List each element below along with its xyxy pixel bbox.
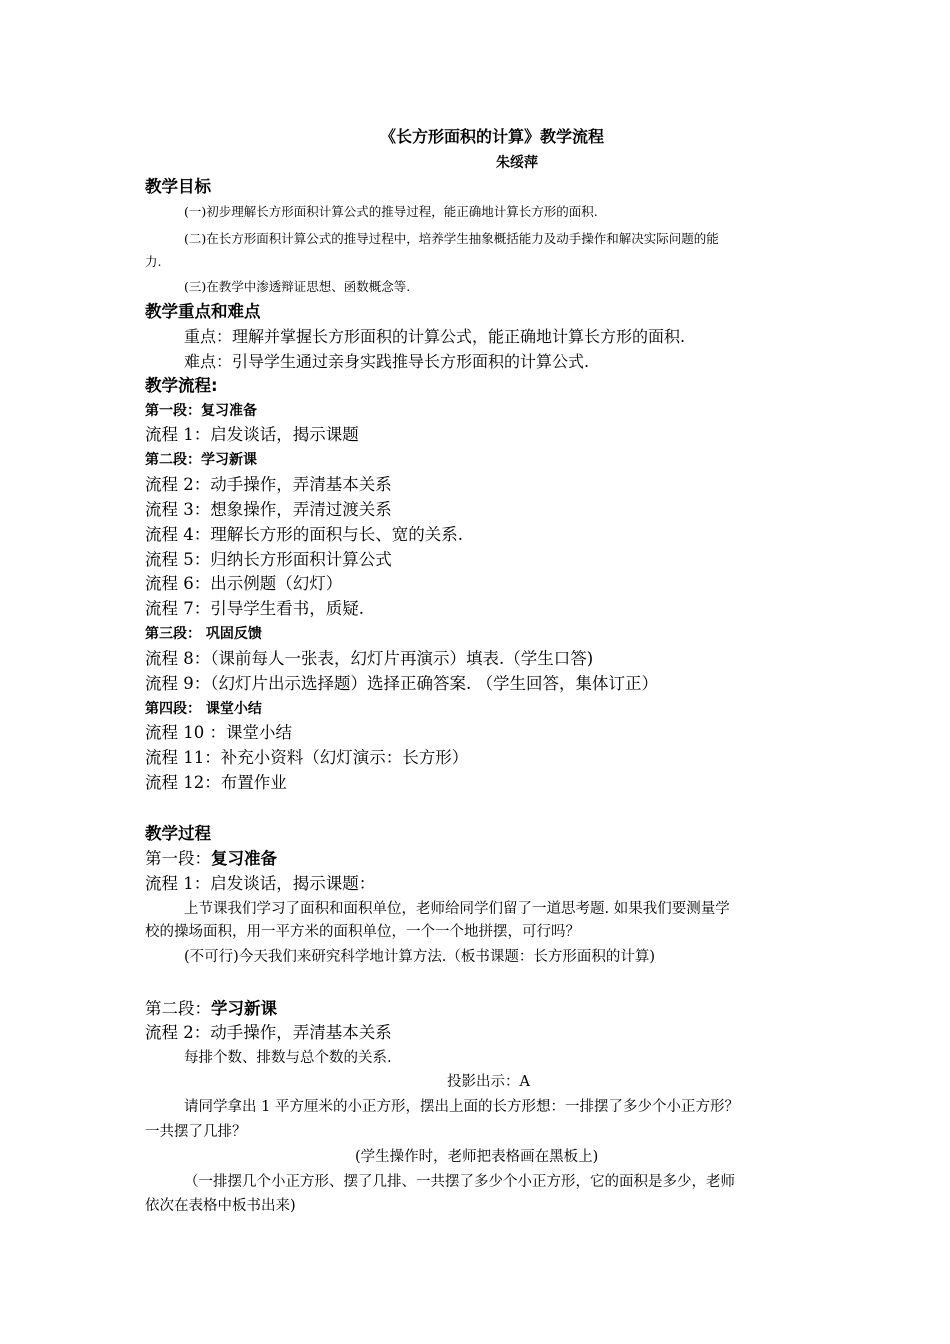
flow-item-1: 流程 1：启发谈话，揭示课题 bbox=[145, 425, 359, 444]
flow-item-10: 流程 10 ：课堂小结 bbox=[145, 723, 292, 742]
goal-2-line-1: (二)在长方形面积计算公式的推导过程中，培养学生抽象概括能力及动手操作和解决实际问题的能 bbox=[184, 231, 719, 246]
flow-heading: 教学流程: bbox=[145, 376, 218, 395]
flow-segment-4: 第四段： 课堂小结 bbox=[145, 701, 262, 717]
process-flow-2-para-d: 一共摆了几排？ bbox=[145, 1124, 247, 1140]
difficult-point: 难点：引导学生通过亲身实践推导长方形面积的计算公式. bbox=[184, 352, 590, 371]
flow-segment-1: 第一段：复习准备 bbox=[145, 403, 257, 419]
flow-item-7: 流程 7：引导学生看书，质疑. bbox=[145, 599, 364, 618]
process-flow-1-para-c: (不可行)今天我们来研究科学地计算方法.（板书课题：长方形面积的计算) bbox=[184, 949, 656, 965]
flow-item-11: 流程 11：补充小资料（幻灯演示：长方形） bbox=[145, 748, 469, 767]
process-flow-1-para-a: 上节课我们学习了面积和面积单位，老师给同学们留了一道思考题. 如果我们要测量学 bbox=[184, 901, 730, 917]
flow-segment-3: 第三段： 巩固反馈 bbox=[145, 626, 262, 642]
projection-caption: 投影出示：A bbox=[447, 1074, 530, 1090]
flow-segment-2: 第二段：学习新课 bbox=[145, 452, 257, 468]
process-segment-1 bbox=[145, 850, 277, 869]
process-segment-2 bbox=[145, 1000, 277, 1019]
segment-name: 复习准备 bbox=[211, 849, 277, 868]
process-flow-1-para-b: 校的操场面积，用一平方米的面积单位，一个一个地拼摆，可行吗？ bbox=[145, 924, 580, 940]
segment-prefix: 第二段： bbox=[145, 999, 211, 1018]
flow-item-9: 流程 9：（幻灯片出示选择题）选择正确答案. （学生回答，集体订正） bbox=[145, 674, 658, 693]
goal-3: (三)在教学中渗透辩证思想、函数概念等. bbox=[184, 279, 411, 294]
goals-heading: 教学目标 bbox=[145, 177, 211, 196]
flow-item-12: 流程 12：布置作业 bbox=[145, 773, 287, 792]
process-flow-2-para-e: (学生操作时，老师把表格画在黑板上) bbox=[355, 1149, 599, 1165]
goal-1: (一)初步理解长方形面积计算公式的推导过程，能正确地计算长方形的面积. bbox=[184, 204, 598, 219]
process-heading: 教学过程 bbox=[145, 824, 211, 843]
flow-item-2: 流程 2：动手操作，弄清基本关系 bbox=[145, 475, 392, 494]
key-point: 重点：理解并掌握长方形面积的计算公式，能正确地计算长方形的面积. bbox=[184, 327, 686, 346]
flow-item-8: 流程 8：（课前每人一张表，幻灯片再演示）填表.（学生口答) bbox=[145, 649, 594, 668]
flow-item-5: 流程 5：归纳长方形面积计算公式 bbox=[145, 550, 392, 569]
doc-author: 朱绥萍 bbox=[496, 155, 538, 171]
keypoints-heading: 教学重点和难点 bbox=[145, 302, 261, 321]
doc-title: 《长方形面积的计算》教学流程 bbox=[380, 127, 605, 146]
process-flow-2-para-c: 请同学拿出 1 平方厘米的小正方形，摆出上面的长方形想：一排摆了多少个小正方形？ bbox=[184, 1099, 739, 1115]
process-flow-1-title: 流程 1：启发谈话，揭示课题： bbox=[145, 874, 376, 893]
flow-item-6: 流程 6：出示例题（幻灯） bbox=[145, 574, 343, 593]
flow-item-3: 流程 3：想象操作，弄清过渡关系 bbox=[145, 500, 392, 519]
process-flow-2-para-g: 依次在表格中板书出来) bbox=[145, 1198, 296, 1214]
segment-name: 学习新课 bbox=[211, 999, 277, 1018]
goal-2-line-2: 力. bbox=[145, 254, 162, 269]
process-flow-2-para-f: （一排摆几个小正方形、摆了几排、一共摆了多少个小正方形，它的面积是多少，老师 bbox=[184, 1174, 735, 1190]
process-flow-2-title: 流程 2：动手操作，弄清基本关系 bbox=[145, 1023, 392, 1042]
process-flow-2-para-a: 每排个数、排数与总个数的关系. bbox=[184, 1050, 392, 1066]
segment-prefix: 第一段： bbox=[145, 849, 211, 868]
flow-item-4: 流程 4：理解长方形的面积与长、宽的关系. bbox=[145, 525, 463, 544]
